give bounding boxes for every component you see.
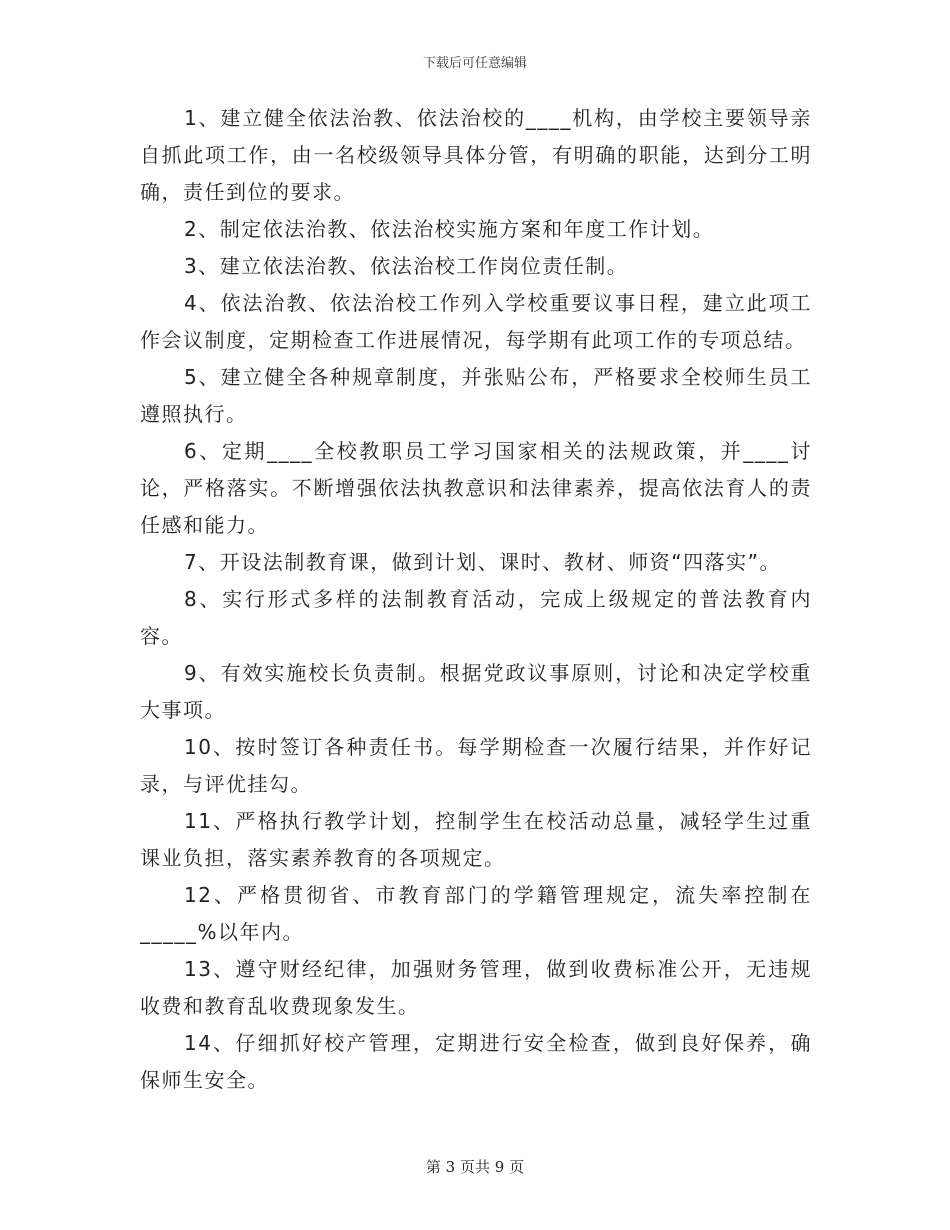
paragraph-14: 14、仔细抓好校产管理，定期进行安全检查，做到良好保养，确保师生安全。 xyxy=(140,1031,812,1092)
paragraph-2: 2、制定依法治教、依法治校实施方案和年度工作计划。 xyxy=(184,217,715,241)
paragraph-11: 11、严格执行教学计划，控制学生在校活动总量，减轻学生过重课业负担，落实素养教育的各项规定。 xyxy=(140,809,812,870)
paragraph-4: 4、依法治教、依法治校工作列入学校重要议事日程，建立此项工作会议制度，定期检查工作进展情况，每学期有此项工作的专项总结。 xyxy=(140,291,812,352)
document-body xyxy=(140,100,812,1099)
paragraph-10: 10、按时签订各种责任书。每学期检查一次履行结果，并作好记录，与评优挂勾。 xyxy=(140,735,812,796)
paragraph-5: 5、建立健全各种规章制度，并张贴公布，严格要求全校师生员工遵照执行。 xyxy=(140,365,812,426)
page-header: 下载后可任意编辑 xyxy=(422,56,527,71)
paragraph-12: 12、严格贯彻省、市教育部门的学籍管理规定，流失率控制在_____%以年内。 xyxy=(140,883,812,944)
paragraph-9: 9、有效实施校长负责制。根据党政议事原则，讨论和决定学校重大事项。 xyxy=(140,661,812,722)
paragraph-8: 8、实行形式多样的法制教育活动，完成上级规定的普法教育内容。 xyxy=(140,587,812,648)
paragraph-6: 6、定期____全校教职员工学习国家相关的法规政策，并____讨论，严格落实。不断增强依法执教意识和法律素养，提高依法育人的责任感和能力。 xyxy=(140,439,812,537)
paragraph-13: 13、遵守财经纪律，加强财务管理，做到收费标准公开，无违规收费和教育乱收费现象发生。 xyxy=(140,957,812,1018)
paragraph-3: 3、建立依法治教、依法治校工作岗位责任制。 xyxy=(184,254,629,278)
page-number-footer: 第 3 页共 9 页 xyxy=(425,1158,525,1176)
paragraph-1: 1、建立健全依法治教、依法治校的____机构，由学校主要领导亲自抓此项工作，由一名校级领导具体分管，有明确的职能，达到分工明确，责任到位的要求。 xyxy=(140,106,812,204)
paragraph-7: 7、开设法制教育课，做到计划、课时、教材、师资“四落实”。 xyxy=(184,550,781,574)
